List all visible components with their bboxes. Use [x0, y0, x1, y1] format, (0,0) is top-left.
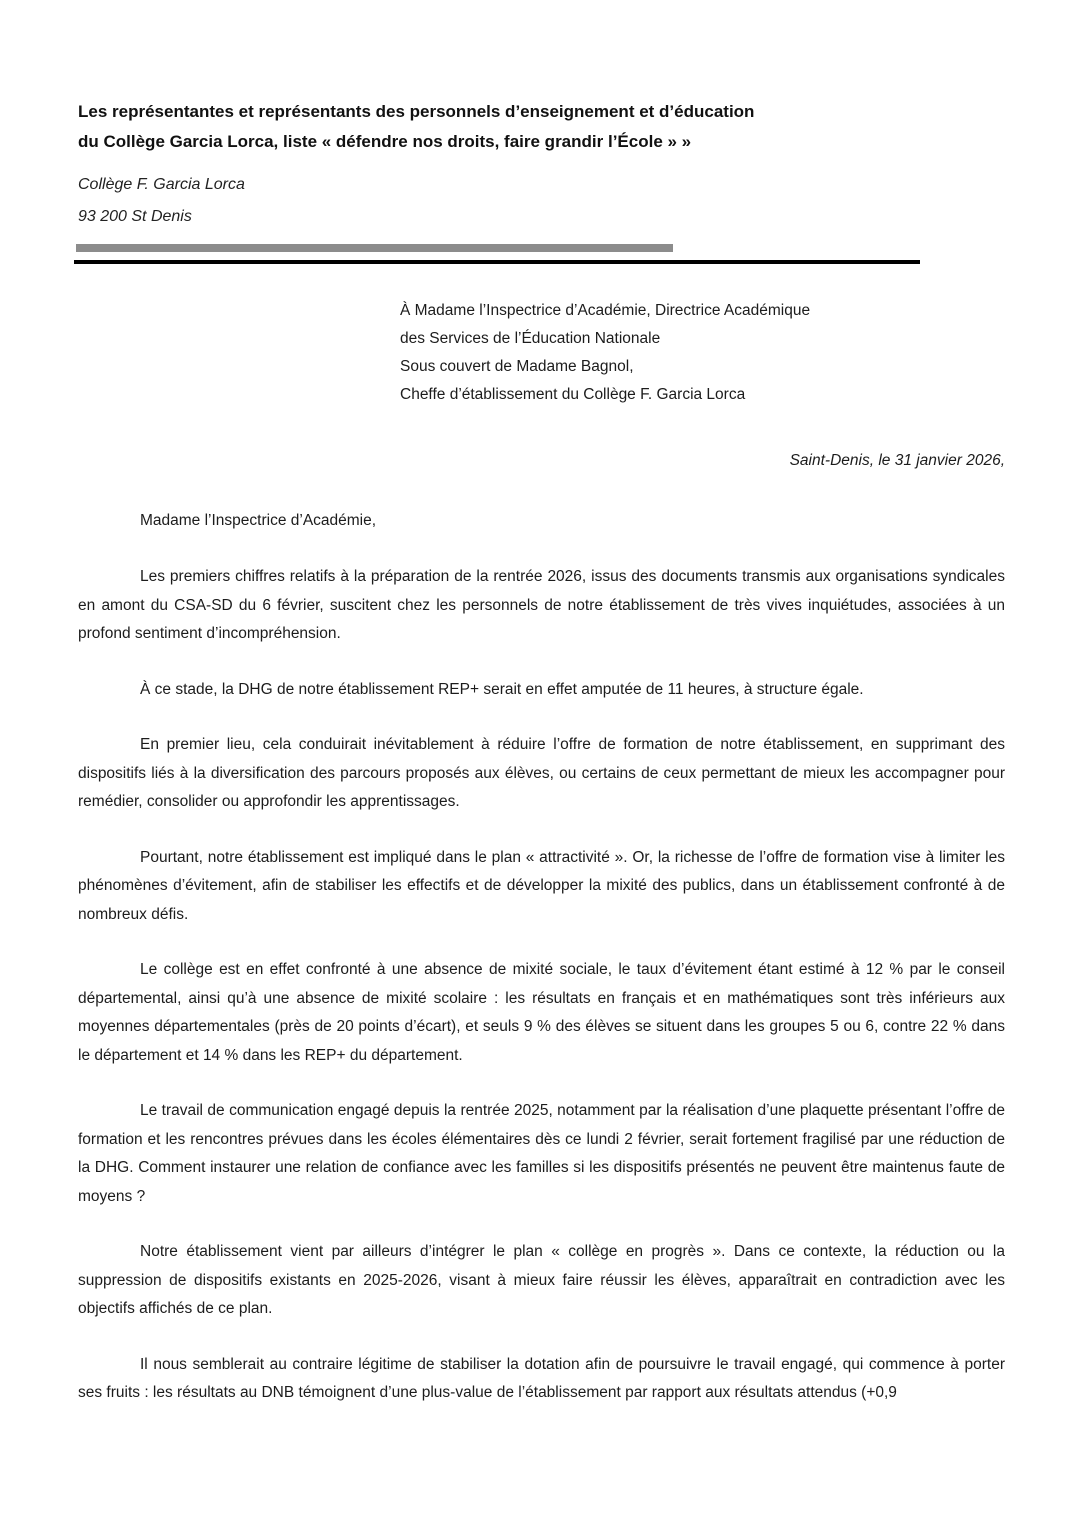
- paragraph: En premier lieu, cela conduirait inévitablement à réduire l’offre de formation de notre établissement, en supprimant des dispositifs liés à la diversification des parcours proposés aux élèves, ou certains de ceux permettant de mieux les accompagner pour remédier, consolider ou approfondir les apprentissages.: [78, 736, 1005, 810]
- paragraph: Pourtant, notre établissement est impliqué dans le plan « attractivité ». Or, la richesse de l’offre de formation vise à limiter les phénomènes d’évitement, afin de stabiliser les effectifs et de développer la mixité des publics, dans un établissement confronté à de nombreux défis.: [78, 848, 1005, 923]
- recipient-line: Sous couvert de Madame Bagnol,: [400, 358, 634, 375]
- sender-title-line1: Les représentantes et représentants des personnels d’enseignement et d’éducation: [78, 102, 755, 121]
- recipient-line: Cheffe d’établissement du Collège F. Garcia Lorca: [400, 386, 746, 403]
- paragraph: À ce stade, la DHG de notre établissement REP+ serait en effet amputée de 11 heures, à structure égale.: [140, 680, 864, 698]
- sender-city: 93 200 St Denis: [78, 208, 192, 225]
- paragraph: Le travail de communication engagé depuis la rentrée 2025, notamment par la réalisation d’une plaquette présentant l’offre de formation et les rencontres prévues dans les écoles élémentaires dès ce lundi 2 février, serait fortement fragilisé par une réduction de la DHG. Comment instaurer une relation de confiance avec les familles si les dispositifs présentés ne peuvent être maintenus faute de moyens ?: [78, 1102, 1005, 1205]
- sender-block: [78, 97, 1005, 264]
- paragraph: Les premiers chiffres relatifs à la préparation de la rentrée 2026, issus des documents transmis aux organisations syndicales en amont du CSA-SD du 6 février, suscitent chez les personnels de notre établissement de très vives inquiétudes, associées à un profond sentiment d’incompréhension.: [78, 568, 1005, 642]
- sender-title: [78, 97, 1005, 157]
- letter-body: [78, 563, 1005, 1408]
- black-rule: [74, 260, 920, 264]
- salutation: Madame l’Inspectrice d’Académie,: [140, 512, 377, 529]
- sender-org: Collège F. Garcia Lorca: [78, 176, 245, 193]
- paragraph: Le collège est en effet confronté à une absence de mixité sociale, le taux d’évitement étant estimé à 12 % par le conseil départemental, ainsi qu’à une absence de mixité scolaire : les résultats en français et en mathématiques sont très inférieurs aux moyennes départementales (près de 20 points d’écart), et seuls 9 % des élèves se situent dans les groupes 5 ou 6, contre 22 % dans le département et 14 % dans les REP+ du département.: [78, 961, 1005, 1064]
- paragraph: Il nous semblerait au contraire légitime de stabiliser la dotation afin de poursuivre le travail engagé, qui commence à porter ses fruits : les résultats au DNB témoignent d’une plus-value de l’établissement par rapport aux résultats attendus (+0,9: [78, 1355, 1005, 1401]
- sender-title-line2: du Collège Garcia Lorca, liste « défendre nos droits, faire grandir l’École » »: [78, 132, 692, 151]
- dateline: Saint-Denis, le 31 janvier 2026,: [789, 452, 1005, 469]
- recipient-line: des Services de l’Éducation Nationale: [400, 330, 661, 347]
- recipient-line: À Madame l’Inspectrice d’Académie, Directrice Académique: [400, 302, 811, 319]
- recipient-block: [400, 297, 1005, 409]
- letter-content: [78, 97, 1005, 1408]
- paragraph: Notre établissement vient par ailleurs d’intégrer le plan « collège en progrès ». Dans ce contexte, la réduction ou la suppression de dispositifs existants en 2025-2026, visant à mieux faire réussir les élèves, apparaîtrait en contradiction avec les objectifs affichés de ce plan.: [78, 1243, 1005, 1317]
- gray-divider-bar: [76, 244, 673, 252]
- sender-subtitle: [78, 169, 1005, 233]
